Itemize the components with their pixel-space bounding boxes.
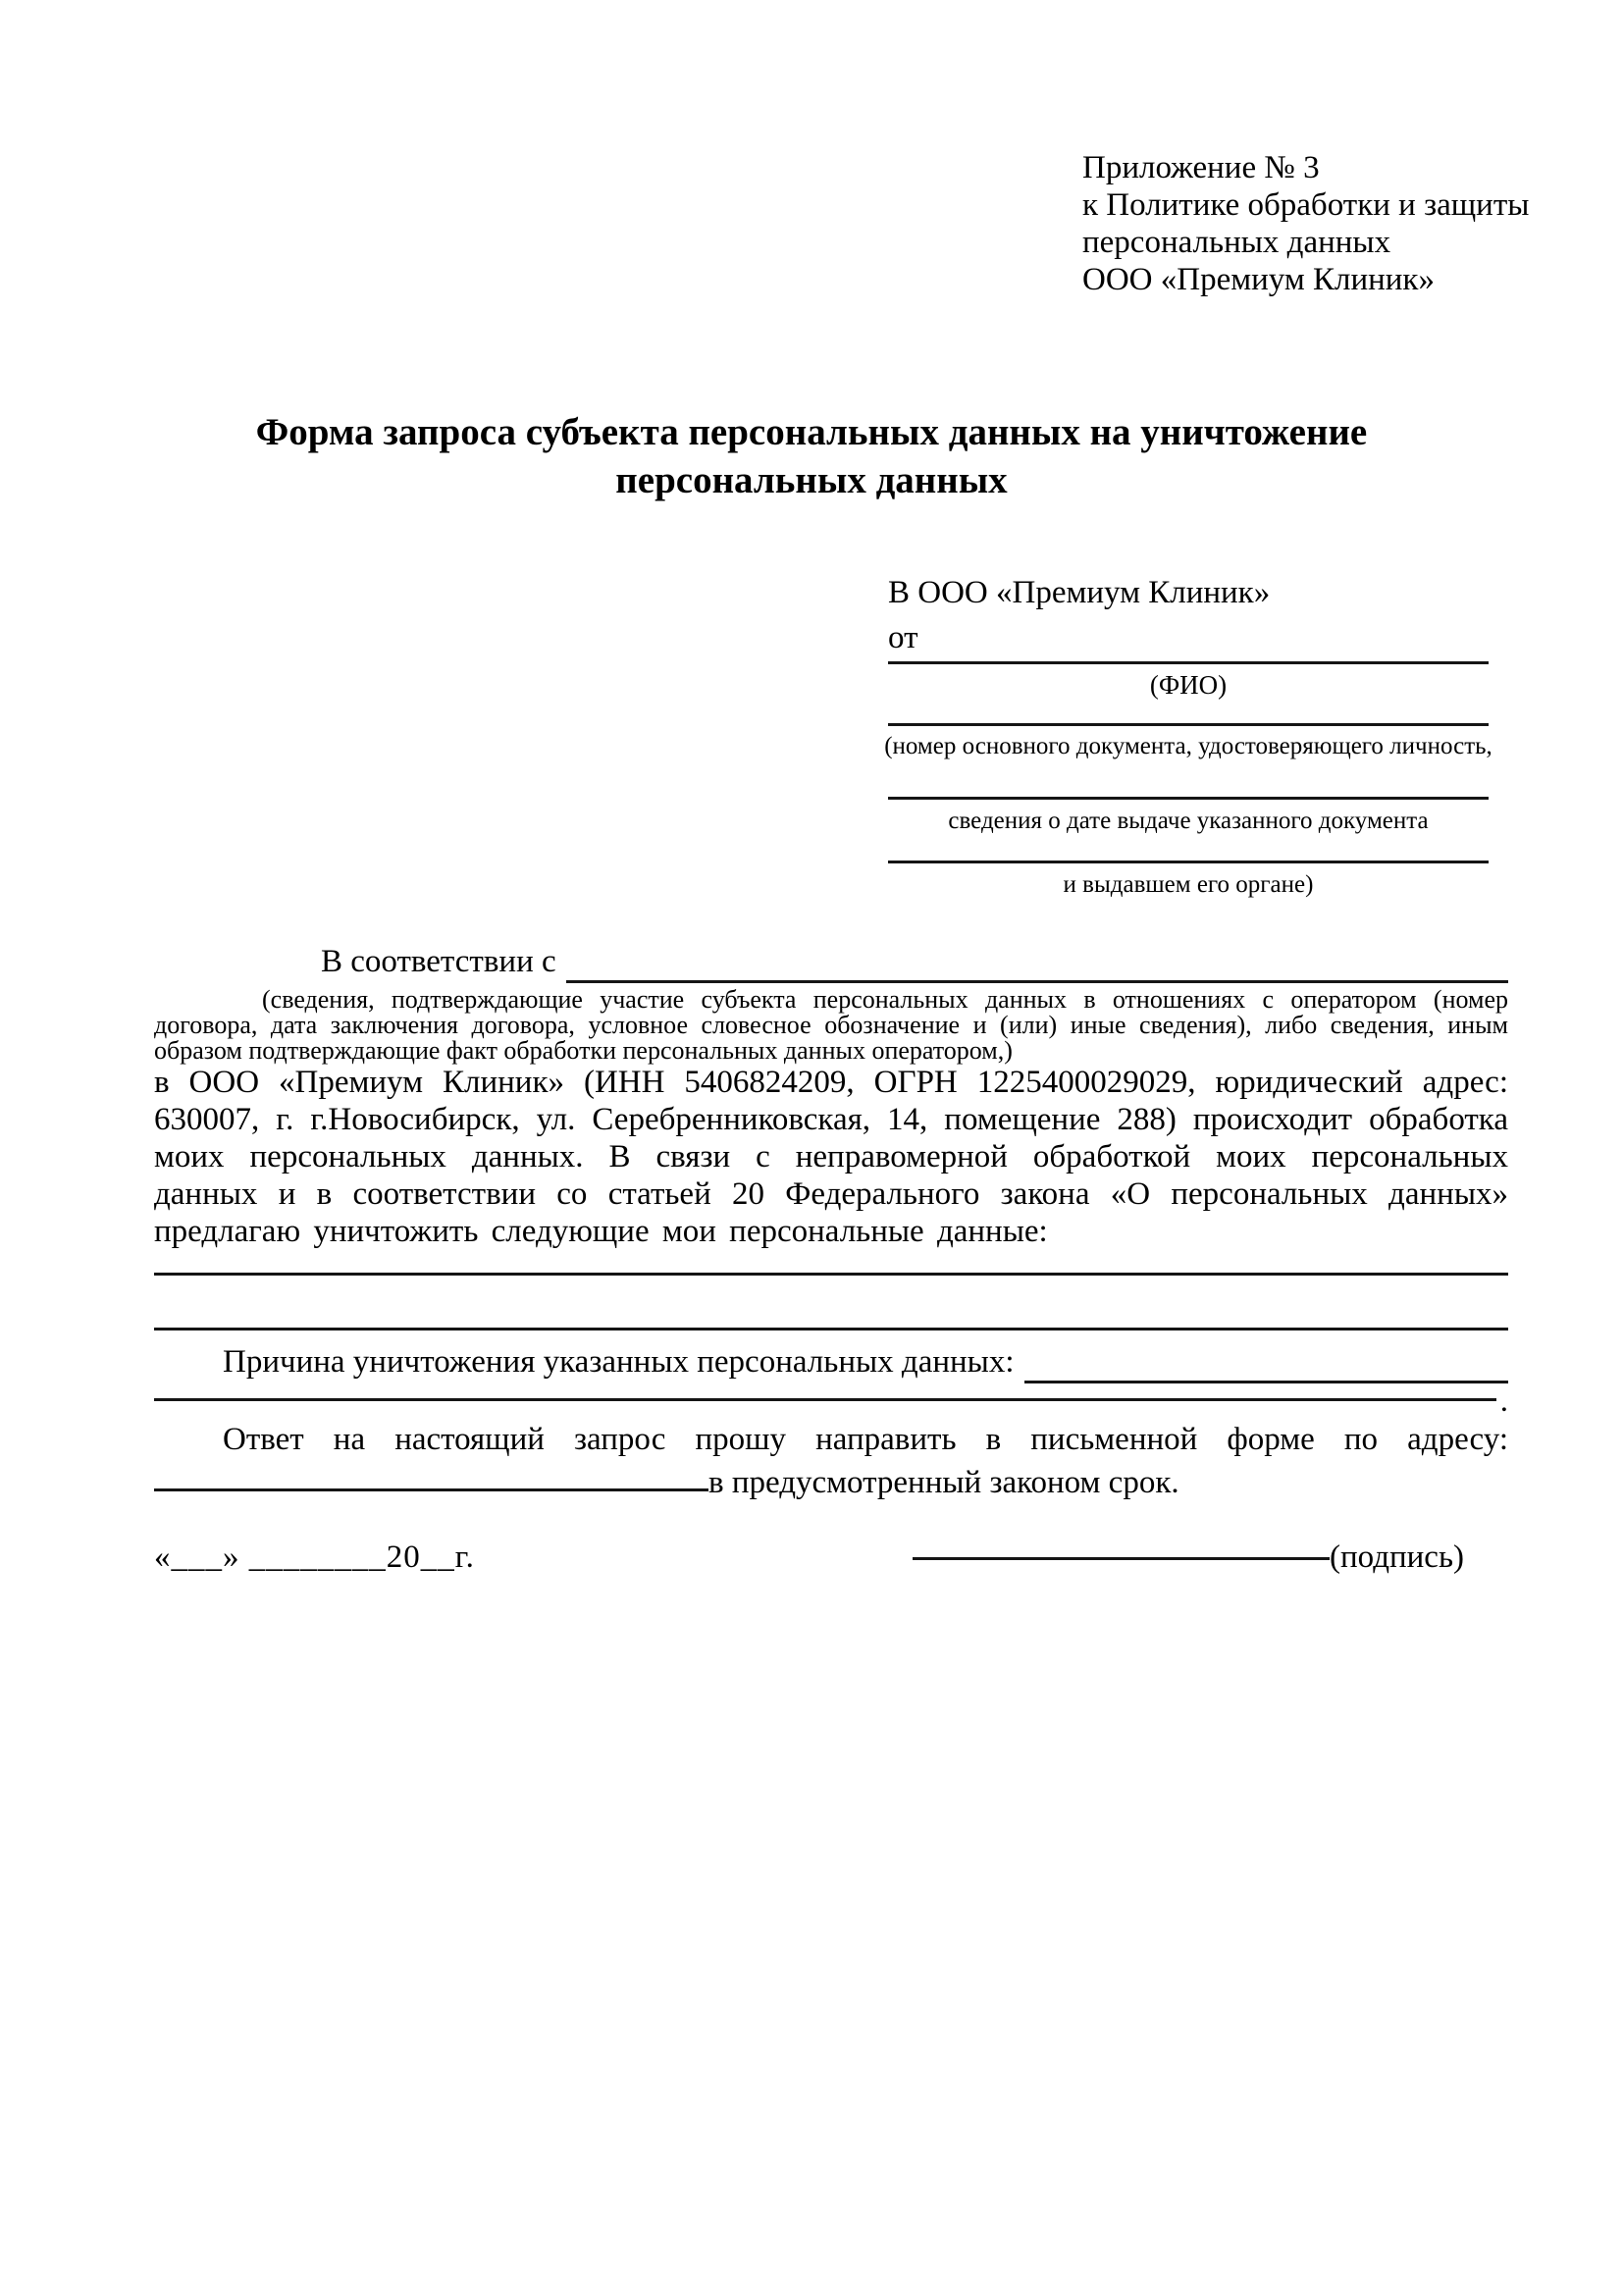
reply-address-row [154,1461,1508,1504]
reason-fill-line [1024,1344,1508,1383]
sentence-period: . [1499,1383,1508,1419]
fio-caption: (ФИО) [1149,670,1228,700]
personal-data-fill-line-1 [154,1250,1508,1276]
signature-fill-line [913,1538,1330,1560]
appendix-header-line-2: к Политике обработки и защиты [1082,187,1530,223]
accordance-fill-line [566,944,1508,983]
reply-sentence: Ответ на настоящий запрос прошу направить в письменной форме по адресу: [223,1422,1508,1457]
addressee-block [884,575,1492,928]
accordance-footnote: (сведения, подтверждающие участие субъекта персональных данных в отношениях с оператором (номер договора, дата заключения договора, условное словесное обозначение и (или) иные сведения), либо сведения, иным образом подтверждающие факт обработки персональных данных оператором,) [154,985,1508,1065]
issue-date-fill-line [888,797,1489,800]
accordance-label: В соответствии с [321,944,556,979]
reason-row [154,1344,1508,1387]
appendix-header-line-3: персональных данных [1082,225,1391,260]
reason-label: Причина уничтожения указанных персональных данных: [223,1344,1015,1380]
appendix-header-line-4: ООО «Премиум Клиник» [1082,262,1435,297]
signature-caption: (подпись) [1330,1539,1464,1575]
accordance-row [154,944,1508,987]
personal-data-fill-line-2 [154,1276,1508,1331]
addressee-organization: В ООО «Премиум Клиник» [888,575,1271,610]
date-signature-row [154,1538,1508,1583]
addressee-from-label: от [888,620,918,655]
reply-sentence-tail: в предусмотренный законом срок. [708,1465,1179,1500]
document-number-caption: (номер основного документа, удостоверяющего личность, [884,733,1492,759]
issuing-authority-fill-line [888,861,1489,863]
document-title-line-1: Форма запроса субъекта персональных данных на уничтожение [255,411,1368,453]
document-title [0,408,1623,504]
fio-fill-line [888,661,1489,664]
issuing-authority-caption: и выдавшем его органе) [1063,871,1314,898]
main-paragraph: в ООО «Премиум Клиник» (ИНН 5406824209, ОГРН 1225400029029, юридический адрес: 630007, г. г.Новосибирск, ул. Серебренниковская, 14, помещение 288) происходит обработка моих персональных данных. В связи с неправомерной обработкой моих персональных данных и в соответствии со статьей 20 Федерального закона «О персональных данных» предлагаю уничтожить следующие мои персональные данные: [154,1065,1508,1249]
date-line: «___» ________20__г. [154,1539,475,1575]
document-title-line-2: персональных данных [615,459,1008,501]
appendix-header [1082,149,1529,298]
paragraph-indent [154,1344,223,1387]
appendix-header-line-1: Приложение № 3 [1082,150,1320,185]
reason-fill-line-2 [154,1383,1508,1419]
reply-address-fill-line [154,1461,708,1491]
document-body [154,944,1508,1583]
signature-cell [913,1538,1464,1577]
reason-fill-line-2-rule [154,1387,1496,1401]
issue-date-caption: сведения о дате выдаче указанного документа [948,808,1429,834]
paragraph-indent [154,944,321,987]
document-number-fill-line [888,723,1489,726]
